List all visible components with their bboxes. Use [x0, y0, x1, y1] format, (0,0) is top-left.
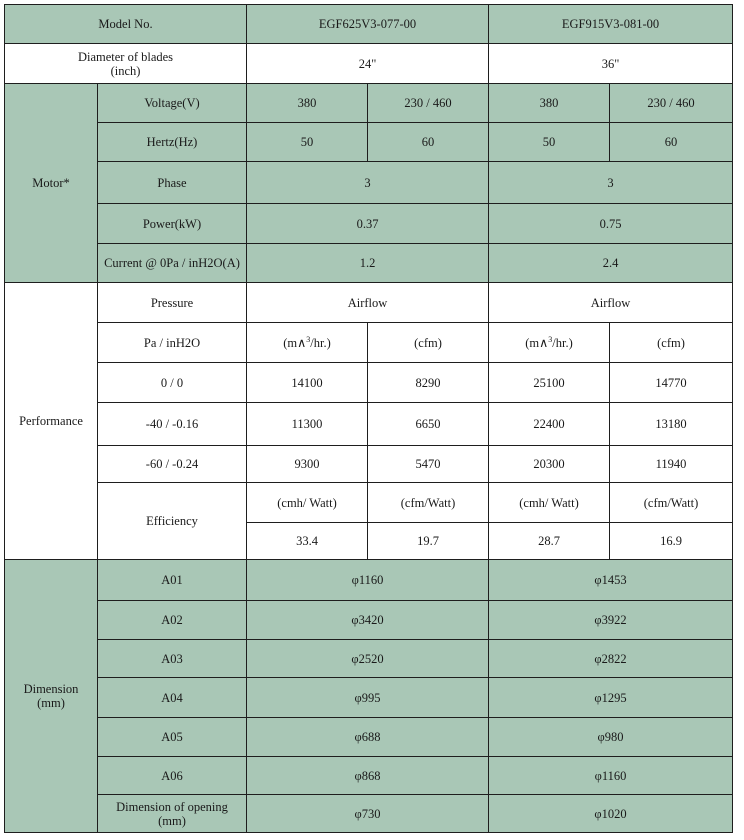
efficiency-value: 28.7	[489, 523, 610, 560]
voltage-value: 380	[489, 84, 610, 123]
dimension-model-2: φ1020	[489, 795, 733, 833]
airflow-value: 11300	[247, 403, 368, 446]
airflow-value: 20300	[489, 446, 610, 483]
airflow-label-model-2: Airflow	[489, 283, 733, 323]
hertz-label: Hertz(Hz)	[98, 123, 247, 162]
dimension-row-label: A02	[98, 601, 247, 640]
airflow-value: 6650	[368, 403, 489, 446]
dimension-model-1: φ730	[247, 795, 489, 833]
pressure-value: 0 / 0	[98, 363, 247, 403]
dimension-model-2: φ980	[489, 718, 733, 757]
airflow-value: 25100	[489, 363, 610, 403]
phase-label: Phase	[98, 162, 247, 204]
efficiency-unit: (cfm/Watt)	[368, 483, 489, 523]
phase-model-2: 3	[489, 162, 733, 204]
diameter-model-2: 36"	[489, 44, 733, 84]
motor-group-label: Motor*	[5, 84, 98, 283]
airflow-value: 22400	[489, 403, 610, 446]
dimension-model-2: φ2822	[489, 640, 733, 678]
pressure-label: Pressure	[98, 283, 247, 323]
efficiency-unit: (cfm/Watt)	[610, 483, 733, 523]
hertz-value: 60	[368, 123, 489, 162]
airflow-value: 8290	[368, 363, 489, 403]
dimension-model-1: φ1160	[247, 560, 489, 601]
current-model-2: 2.4	[489, 244, 733, 283]
efficiency-unit: (cmh/ Watt)	[247, 483, 368, 523]
airflow-value: 13180	[610, 403, 733, 446]
efficiency-value: 16.9	[610, 523, 733, 560]
airflow-unit-m3: (m∧$^3$/hr.)	[489, 323, 610, 363]
dimension-model-1: φ688	[247, 718, 489, 757]
model-no-label: Model No.	[5, 5, 247, 44]
dimension-row-label: A05	[98, 718, 247, 757]
airflow-value: 11940	[610, 446, 733, 483]
airflow-unit-m3: (m∧$^3$/hr.)	[247, 323, 368, 363]
dimension-model-1: φ868	[247, 757, 489, 795]
airflow-label-model-1: Airflow	[247, 283, 489, 323]
current-model-1: 1.2	[247, 244, 489, 283]
spec-table	[4, 4, 733, 833]
power-label: Power(kW)	[98, 204, 247, 244]
voltage-value: 380	[247, 84, 368, 123]
dimension-model-1: φ3420	[247, 601, 489, 640]
dimension-model-2: φ3922	[489, 601, 733, 640]
dimension-row-label: A01	[98, 560, 247, 601]
current-label: Current @ 0Pa / inH2O(A)	[98, 244, 247, 283]
voltage-label: Voltage(V)	[98, 84, 247, 123]
voltage-value: 230 / 460	[610, 84, 733, 123]
dimension-row-label: A06	[98, 757, 247, 795]
pressure-value: -60 / -0.24	[98, 446, 247, 483]
pressure-value: -40 / -0.16	[98, 403, 247, 446]
dimension-model-2: φ1453	[489, 560, 733, 601]
dimension-model-1: φ995	[247, 678, 489, 718]
efficiency-value: 19.7	[368, 523, 489, 560]
power-model-1: 0.37	[247, 204, 489, 244]
voltage-value: 230 / 460	[368, 84, 489, 123]
dimension-row-label: A03	[98, 640, 247, 678]
dimension-opening-label: Dimension of opening (mm)	[98, 795, 247, 833]
airflow-value: 9300	[247, 446, 368, 483]
airflow-unit-cfm: (cfm)	[610, 323, 733, 363]
dimension-model-2: φ1295	[489, 678, 733, 718]
diameter-label: Diameter of blades (inch)	[5, 44, 247, 84]
dimension-model-1: φ2520	[247, 640, 489, 678]
efficiency-value: 33.4	[247, 523, 368, 560]
hertz-value: 60	[610, 123, 733, 162]
dimension-group-label: Dimension (mm)	[5, 560, 98, 833]
efficiency-label: Efficiency	[98, 483, 247, 560]
power-model-2: 0.75	[489, 204, 733, 244]
model-1-name: EGF625V3-077-00	[247, 5, 489, 44]
hertz-value: 50	[247, 123, 368, 162]
dimension-model-2: φ1160	[489, 757, 733, 795]
model-2-name: EGF915V3-081-00	[489, 5, 733, 44]
airflow-value: 5470	[368, 446, 489, 483]
diameter-model-1: 24"	[247, 44, 489, 84]
efficiency-unit: (cmh/ Watt)	[489, 483, 610, 523]
pressure-unit-label: Pa / inH2O	[98, 323, 247, 363]
airflow-value: 14100	[247, 363, 368, 403]
phase-model-1: 3	[247, 162, 489, 204]
dimension-row-label: A04	[98, 678, 247, 718]
airflow-value: 14770	[610, 363, 733, 403]
hertz-value: 50	[489, 123, 610, 162]
airflow-unit-cfm: (cfm)	[368, 323, 489, 363]
performance-group-label: Performance	[5, 283, 98, 560]
